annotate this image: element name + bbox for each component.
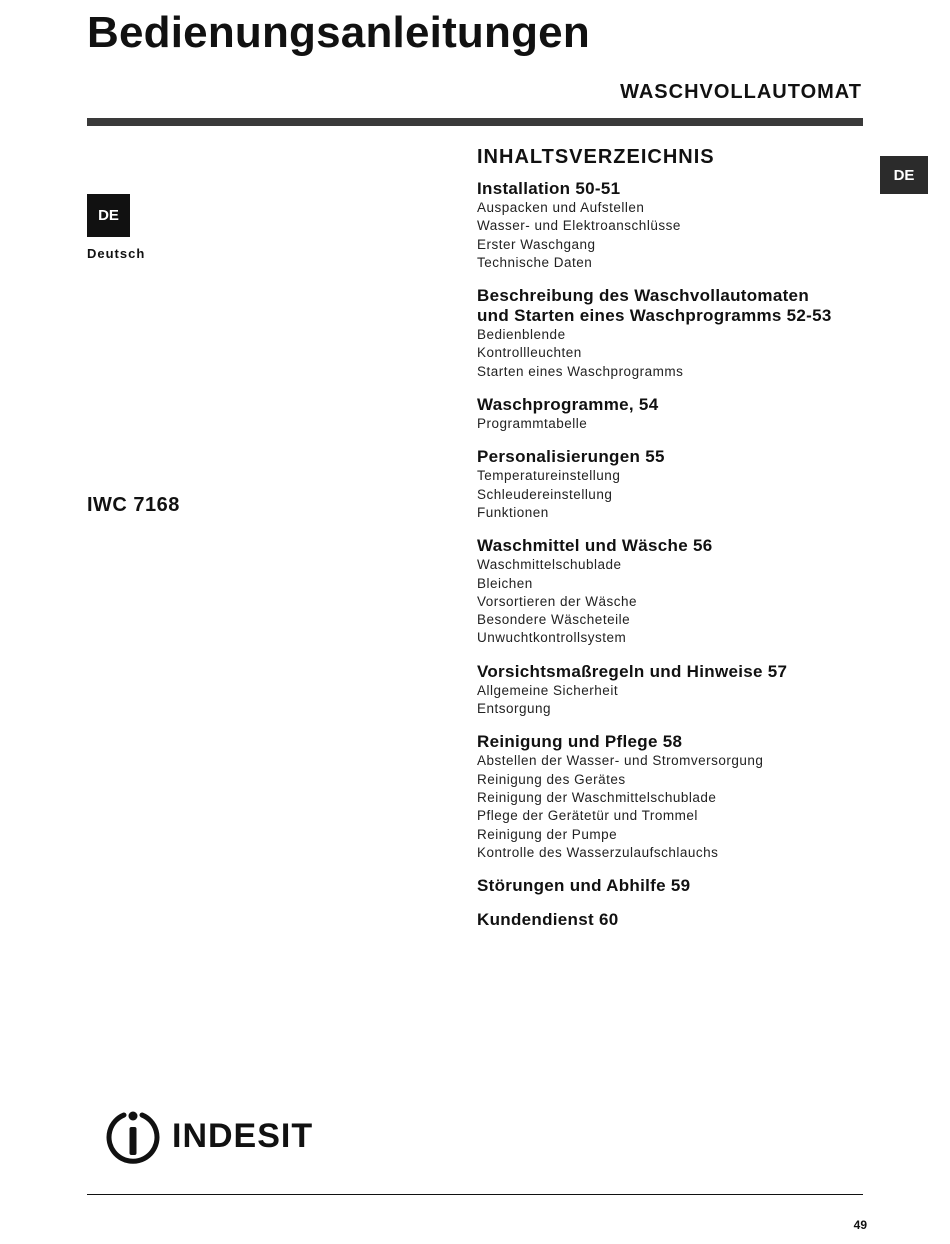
toc-item: Programmtabelle	[477, 416, 588, 432]
header-divider	[87, 118, 863, 126]
toc-section-title: Waschprogramme, 54	[477, 395, 659, 415]
toc-section-installation	[477, 179, 867, 272]
toc-section-waschprogramme	[477, 395, 867, 433]
product-type: WASCHVOLLAUTOMAT	[620, 81, 862, 103]
toc-section-title-line2: und Starten eines Waschprogramms 52-53	[477, 306, 832, 326]
toc-item: Wasser- und Elektroanschlüsse	[477, 218, 681, 234]
page-number: 49	[853, 1218, 867, 1232]
toc-item: Pflege der Gerätetür und Trommel	[477, 808, 698, 824]
toc-item: Entsorgung	[477, 701, 552, 717]
toc-section-title: Störungen und Abhilfe 59	[477, 876, 691, 896]
language-name: Deutsch	[87, 246, 146, 261]
toc-section-title: Waschmittel und Wäsche 56	[477, 536, 713, 556]
toc-item: Temperatureinstellung	[477, 468, 621, 484]
toc-section-title: Installation 50-51	[477, 179, 621, 198]
model-number: IWC 7168	[87, 494, 180, 516]
toc-item: Bleichen	[477, 575, 533, 591]
toc-item: Technische Daten	[477, 254, 593, 270]
language-side-tab: DE	[880, 156, 928, 194]
toc-section-reinigung	[477, 732, 867, 862]
toc-section-title: Kundendienst 60	[477, 910, 619, 930]
footer-divider	[87, 1194, 863, 1195]
toc-item: Vorsortieren der Wäsche	[477, 593, 638, 609]
toc-section-title-line1: Beschreibung des Waschvollautomaten	[477, 286, 809, 306]
toc-item: Kontrolle des Wasserzulaufschlauchs	[477, 844, 719, 860]
toc-section-waschmittel	[477, 536, 867, 647]
brand-logo	[104, 1107, 313, 1165]
toc-section-title: Vorsichtsmaßregeln und Hinweise 57	[477, 661, 788, 681]
toc-section-vorsichtsmassregeln	[477, 662, 867, 719]
toc-item: Abstellen der Wasser- und Stromversorgung	[477, 753, 764, 769]
toc-section-beschreibung	[477, 286, 867, 381]
toc-item: Funktionen	[477, 504, 549, 520]
toc-section-personalisierungen	[477, 447, 867, 522]
toc-item: Waschmittelschublade	[477, 557, 622, 573]
toc-item: Unwuchtkontrollsystem	[477, 630, 627, 646]
toc-item: Reinigung der Waschmittelschublade	[477, 789, 717, 805]
toc-item: Reinigung der Pumpe	[477, 826, 618, 842]
toc-item: Bedienblende	[477, 327, 566, 343]
table-of-contents	[477, 146, 867, 944]
toc-section-kundendienst	[477, 910, 867, 930]
toc-heading: INHALTSVERZEICHNIS	[477, 146, 715, 168]
toc-item: Starten eines Waschprogramms	[477, 363, 684, 379]
toc-item: Besondere Wäscheteile	[477, 612, 631, 628]
toc-section-title: Personalisierungen 55	[477, 447, 665, 467]
toc-item: Erster Waschgang	[477, 236, 596, 252]
toc-item: Kontrollleuchten	[477, 345, 582, 361]
toc-item: Auspacken und Aufstellen	[477, 200, 645, 215]
page-title: Bedienungsanleitungen	[87, 8, 590, 57]
toc-item: Schleudereinstellung	[477, 486, 613, 502]
toc-section-stoerungen	[477, 876, 867, 896]
toc-item: Reinigung des Gerätes	[477, 771, 626, 787]
indesit-logo-icon	[104, 1107, 162, 1165]
toc-section-title: Reinigung und Pflege 58	[477, 732, 683, 752]
brand-name: INDESIT	[172, 1116, 314, 1155]
language-badge: DE	[87, 194, 130, 237]
toc-item: Allgemeine Sicherheit	[477, 682, 619, 698]
